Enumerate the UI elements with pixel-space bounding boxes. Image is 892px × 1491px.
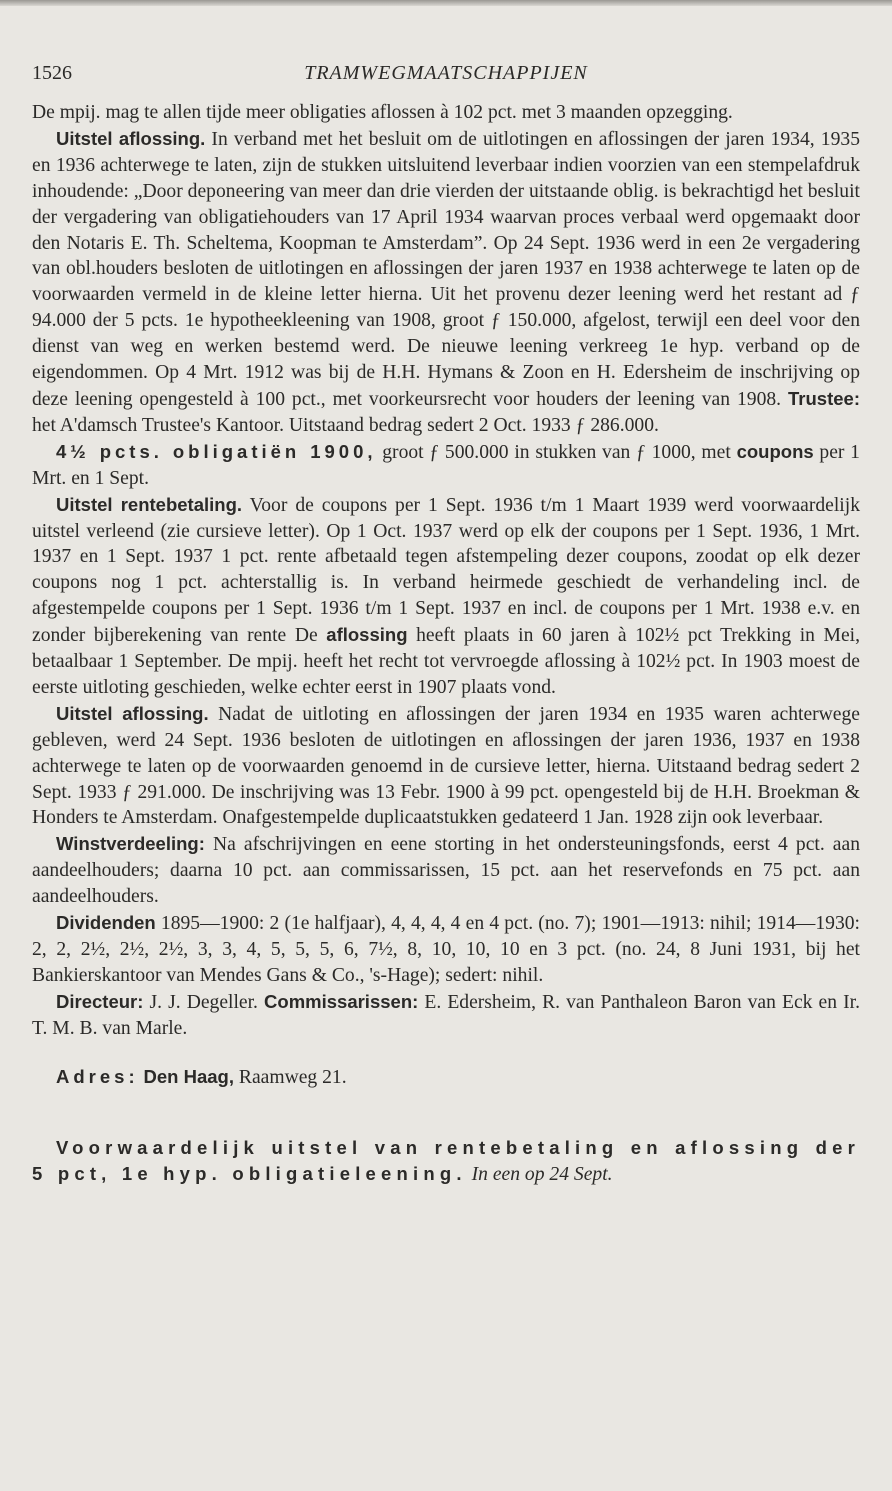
paragraph-text: De mpij. mag te allen tijde meer obligaties aflossen à 102 pct. met 3 maanden opzegging.	[32, 102, 733, 123]
section-label: Uitstel rentebetaling.	[56, 493, 243, 515]
paragraph-text: Na afschrijvingen en eene storting in het ondersteuningsfonds, eerst 4 pct. aan aandeelhouders; daarna 10 pct. aan commissarissen, 15 pct. aan het reservefonds en 75 pct. aan aandeelhouders.	[32, 834, 860, 908]
page-header	[32, 58, 860, 88]
adres-street: Raamweg 21.	[233, 1066, 347, 1088]
paragraph-redemption	[32, 100, 860, 126]
paragraph-footer-notice	[32, 1135, 860, 1189]
section-label: Uitstel aflossing.	[56, 127, 206, 149]
paragraph-obligaties-1900	[32, 439, 860, 492]
coupons-label: coupons	[736, 440, 814, 462]
footer-italic-text: In een op 24 Sept.	[471, 1164, 613, 1186]
paragraph-adres	[32, 1064, 860, 1091]
paragraph-text: E. Edersheim, R. van Panthaleon Baron van Eck en Ir. T. M. B. van Marle.	[32, 991, 860, 1039]
paragraph-uitstel-aflossing-1	[32, 126, 860, 439]
trustee-label: Trustee:	[788, 387, 860, 409]
loan-heading: 4½ pcts. obligatiën 1900,	[56, 440, 377, 462]
paragraph-dividenden	[32, 910, 860, 989]
aflossing-label: aflossing	[326, 624, 408, 646]
trustee-text: het A'damsch Trustee's Kantoor. Uitstaand bedrag sedert 2 Oct. 1933 ƒ 286.000.	[32, 414, 659, 436]
directeur-label: Directeur:	[56, 990, 144, 1012]
paragraph-text: Nadat de uitloting en aflossingen der jaren 1934 en 1935 waren achterwege gebleven, werd 24 Sept. 1936 besloten de uitlotingen en aflossingen der jaren 1936, 1937 en 1938 achterwege te laten op de voorwaarden genoemd in de cursieve letter, hierna. Uitstaand bedrag sedert 2 Sept. 1933 ƒ 291.000. De inschrijving was 13 Febr. 1900 à 99 pct. opengesteld bij de H.H. Broekman & Honders te Amsterdam. Onafgestempelde duplicaatstukken gedateerd 1 Jan. 1928 zijn ook leverbaar.	[32, 703, 861, 829]
paragraph-text: 1895—1900: 2 (1e halfjaar), 4, 4, 4, 4 en 4 pct. (no. 7); 1901—1913: nihil; 1914—1930: 2, 2, 2½, 2½, 2½, 3, 3, 4, 5, 5, 5, 6, 7½, 8, 10, 10, 10 en 3 pct. (no. 24, 8 Juni 1931, bij het Bankierskantoor van Mendes Gans & Co., 's-Hage); sedert: nihil.	[32, 913, 860, 986]
paragraph-uitstel-aflossing-2	[32, 701, 860, 832]
adres-city: Den Haag,	[143, 1065, 234, 1087]
page-body	[32, 100, 860, 1188]
paragraph-text: groot ƒ 500.000 in stukken van ƒ 1000, met	[376, 441, 737, 463]
paragraph-winstverdeeling	[32, 831, 860, 910]
paragraph-text: Voor de coupons per 1 Sept. 1936 t/m 1 Maart 1939 werd voorwaardelijk uitstel verleend (zie cursieve letter). Op 1 Oct. 1937 werd op elk der coupons per 1 Sept. 1936, 1 Mrt. 1937 en 1 Sept. 1937 1 pct. rente afbetaald tegen afstempeling dezer coupons, zoodat op elk dezer coupons nog 1 pct. achterstallig is. In verband heirmede geschiedt de verhandeling incl. de afgestempelde coupons per 1 Sept. 1936 t/m 1 Sept. 1937 en incl. de coupons per 1 Mrt. 1938 e.v. en zonder bijberekening van rente De	[32, 494, 860, 647]
top-edge	[0, 0, 892, 6]
paragraph-text: per 1 Mrt. en 1 Sept.	[32, 441, 860, 489]
paragraph-uitstel-rentebetaling	[32, 492, 860, 701]
adres-label: Adres:	[56, 1065, 139, 1087]
section-label: Uitstel aflossing.	[56, 702, 209, 724]
running-title: TRAMWEGMAATSCHAPPIJEN	[304, 62, 588, 84]
page-number: 1526	[32, 62, 72, 84]
paragraph-bestuur	[32, 989, 860, 1042]
footer-heading: Voorwaardelijk uitstel van rentebetaling en aflossing der 5 pct, 1e hyp. obligatieleening.	[32, 1136, 860, 1185]
section-label: Dividenden	[56, 912, 156, 934]
paragraph-text: J. J. Degeller.	[143, 991, 265, 1013]
commissarissen-label: Commissarissen:	[264, 990, 419, 1012]
paragraph-text: heeft plaats in 60 jaren à 102½ pct Trekking in Mei, betaalbaar 1 September. De mpij. heeft het recht tot vervroegde aflossing à 102½ pct. In 1903 moest de eerste uitloting geschieden, welke echter eerst in 1907 plaats vond.	[32, 625, 861, 698]
paragraph-text: In verband met het besluit om de uitlotingen en aflossingen der jaren 1934, 1935 en 1936 achterwege te laten, zijn de stukken uitsluitend leverbaar indien voorzien van een stempelafdruk inhoudende: „Door deponeering van meer dan drie vierden der uitstaande oblig. is bekrachtigd het besluit der vergadering van obligatiehouders van 17 April 1934 waarvan proces verbaal werd opgemaakt door den Notaris E. Th. Scheltema, Koopman te Amsterdam”. Op 24 Sept. 1936 werd in een 2e vergadering van obl.houders besloten de uitlotingen en aflossingen der jaren 1937 en 1938 achterwege te laten op de voorwaarden vermeld in de kleine letter hierna. Uit het provenu dezer leening werd het restant ad ƒ 94.000 der 5 pcts. 1e hypotheekleening van 1908, groot ƒ 150.000, afgelost, terwijl een deel voor den dienst van weg en werken bestemd werd. De nieuwe leening verkreeg 1e hyp. verband op de eigendommen. Op 4 Mrt. 1912 was bij de H.H. Hymans & Zoon en H. Edersheim de inschrijving op deze leening opengesteld à 100 pct., met voorkeursrecht voor houders der leening van 1908.	[32, 128, 860, 410]
section-label: Winstverdeeling:	[56, 833, 205, 855]
